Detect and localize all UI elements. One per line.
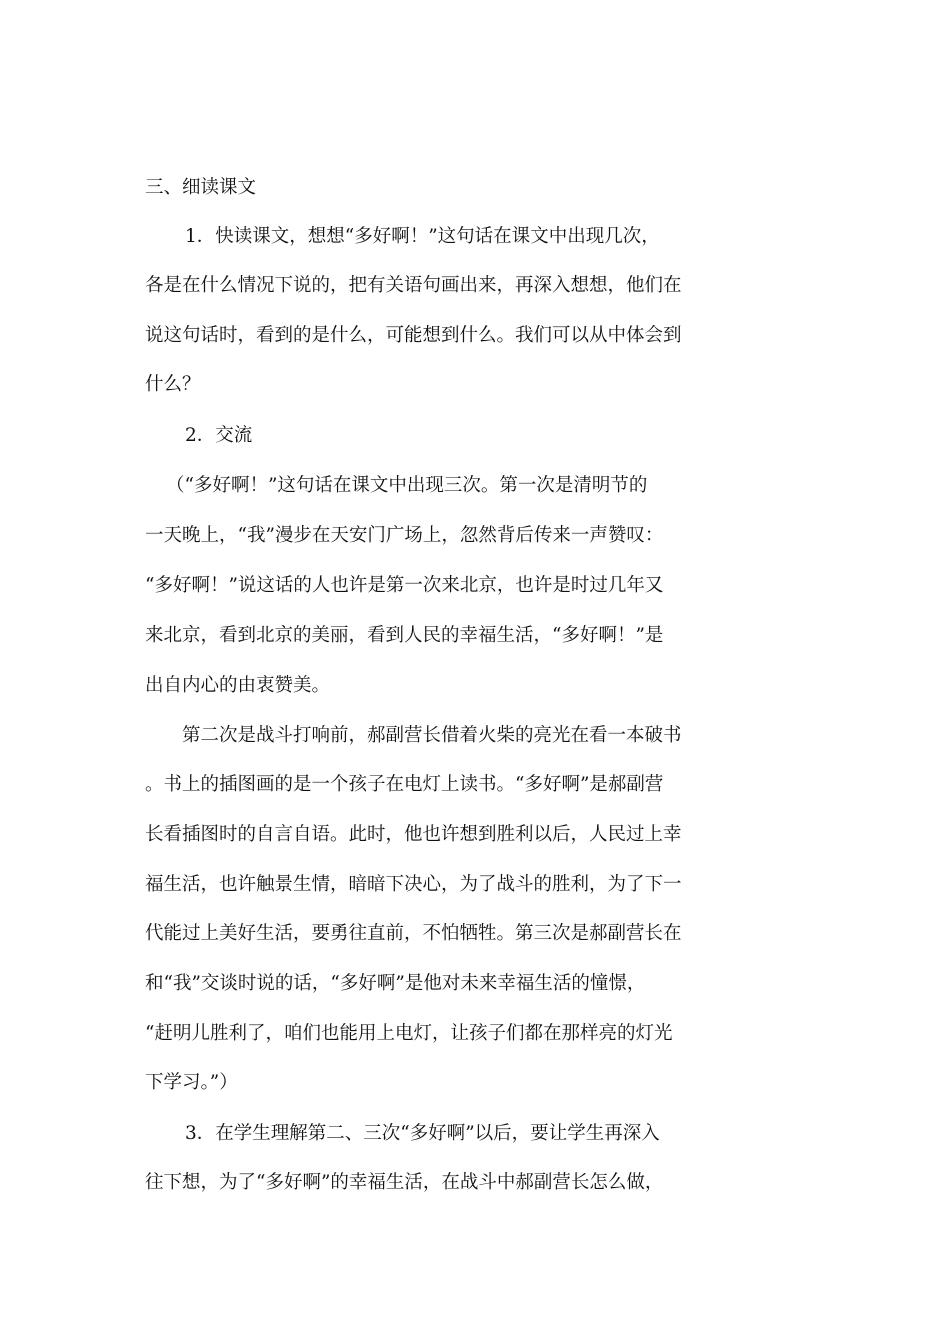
- paragraph-line: 长看插图时的自言自语。此时，他也许想到胜利以后，人民过上幸: [145, 824, 682, 845]
- paragraph-line: 福生活，也许触景生情，暗暗下决心，为了战斗的胜利，为了下一: [145, 874, 682, 895]
- paragraph-line: 第二次是战斗打响前，郝副营长借着火柴的亮光在看一本破书: [145, 725, 682, 746]
- paragraph-line: 出自内心的由衷赞美。: [145, 675, 331, 696]
- paragraph-line: 下学习。”）: [145, 1072, 238, 1093]
- paragraph-line: （“多好啊！”这句话在课文中出现三次。第一次是清明节的: [166, 475, 648, 496]
- paragraph-line: 一天晚上，“我”漫步在天安门广场上，忽然背后传来一声赞叹：: [145, 525, 664, 546]
- paragraph-line: “赶明儿胜利了，咱们也能用上电灯，让孩子们都在那样亮的灯光: [145, 1023, 673, 1044]
- paragraph-line: 往下想，为了“多好啊”的幸福生活，在战斗中郝副营长怎么做，: [145, 1172, 664, 1193]
- paragraph-line: 各是在什么情况下说的，把有关语句画出来，再深入想想，他们在: [145, 275, 682, 296]
- paragraph-line: 1．快读课文，想想“多好啊！”这句话在课文中出现几次，: [148, 226, 660, 247]
- paragraph-line: 说这句话时，看到的是什么，可能想到什么。我们可以从中体会到: [145, 325, 682, 346]
- section-heading: 三、细读课文: [145, 177, 257, 198]
- paragraph-line: 和“我”交谈时说的话，“多好啊”是他对未来幸福生活的憧憬，: [145, 973, 646, 994]
- paragraph-line: 2．交流: [148, 425, 253, 446]
- paragraph-line: “多好啊！”说这话的人也许是第一次来北京，也许是时过几年又: [145, 575, 664, 596]
- paragraph-line: 来北京，看到北京的美丽，看到人民的幸福生活，“多好啊！”是: [145, 625, 664, 646]
- paragraph-line: 代能过上美好生活，要勇往直前，不怕牺牲。第三次是郝副营长在: [145, 923, 682, 944]
- paragraph-line: 3．在学生理解第二、三次“多好啊”以后，要让学生再深入: [148, 1123, 660, 1144]
- paragraph-line: 。书上的插图画的是一个孩子在电灯上读书。“多好啊”是郝副营: [145, 774, 664, 795]
- paragraph-line: 什么？: [145, 374, 201, 395]
